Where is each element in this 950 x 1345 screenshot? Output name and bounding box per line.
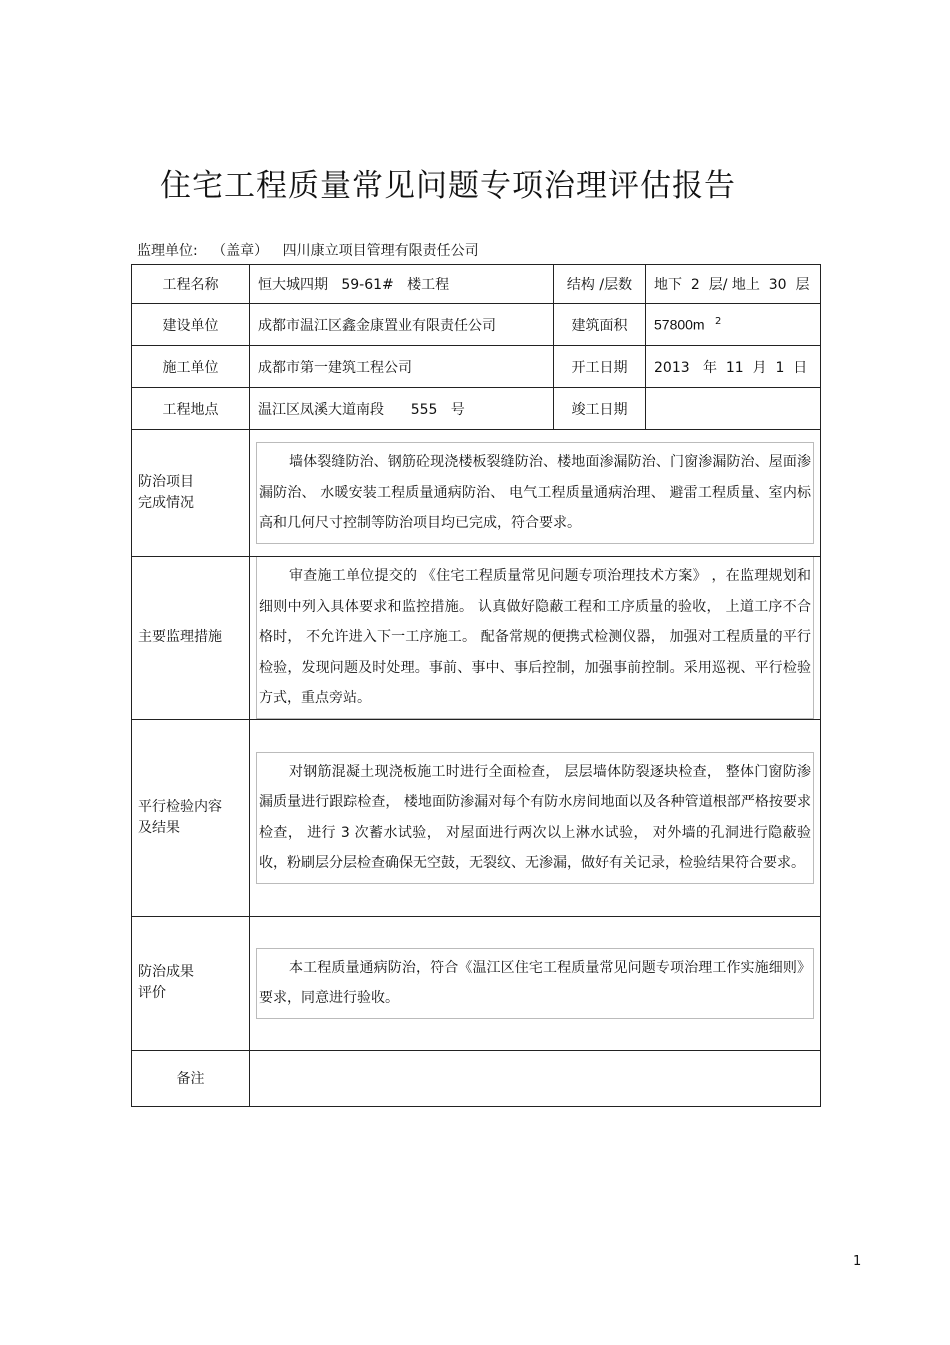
remarks-value [250,1050,821,1106]
start-date-value: 2013 年 11 月 1 日 [646,346,821,388]
start-date-label: 开工日期 [554,346,646,388]
page-number: 1 [853,1254,862,1269]
completion-text: 墙体裂缝防治、钢筋砼现浇楼板裂缝防治、楼地面渗漏防治、门窗渗漏防治、屋面渗漏防治、 水暖安装工程质量通病防治、 电气工程质量通病治理、 避雷工程质量、室内标高和几何尺寸控制等防治项目均已完成，符合要求。 [256,442,814,544]
structure-value: 地下 2 层/ 地上 30 层 [646,265,821,304]
builder-value: 成都市温江区鑫金康置业有限责任公司 [250,304,554,346]
table-row [132,557,821,720]
seal-note: （盖章） [212,243,269,259]
parallel-text: 对钢筋混凝土现浇板施工时进行全面检查， 层层墙体防裂逐块检查， 整体门窗防渗漏质量进行跟踪检查， 楼地面防渗漏对每个有防水房间地面以及各种管道根部严格按要求检查， 进行 3 次蓄水试验， 对屋面进行两次以上淋水试验， 对外墙的孔洞进行隐蔽验收，粉刷层分层检查确保无空鼓，无裂纹、无渗漏，做好有关记录，检验结果符合要求。 [256,752,814,884]
area-cell [646,304,821,346]
table-row [132,388,821,430]
supervisor-company: 四川康立项目管理有限责任公司 [282,243,479,259]
parallel-cell [250,719,821,916]
project-name-label: 工程名称 [132,265,250,304]
contractor-value: 成都市第一建筑工程公司 [250,346,554,388]
completion-cell [250,430,821,557]
table-row [132,719,821,916]
table-row [132,916,821,1050]
measures-text: 审查施工单位提交的 《住宅工程质量常见问题专项治理技术方案》 ，在监理规划和细则中列入具体要求和监控措施。 认真做好隐蔽工程和工序质量的验收， 上道工序不合格时， 不允许进入下一工序施工。 配备常规的便携式检测仪器， 加强对工程质量的平行检验，发现问题及时处理。事前、事中、事后控制，加强事前控制。采用巡视、平行检验方式，重点旁站。 [256,557,814,719]
builder-label: 建设单位 [132,304,250,346]
table-row [132,346,821,388]
project-name-value: 恒大城四期 59-61# 楼工程 [250,265,554,304]
report-table [131,264,821,1107]
area-value: 57800m [654,316,705,333]
parallel-label: 平行检验内容 及结果 [132,719,250,916]
table-row [132,304,821,346]
structure-label: 结构 /层数 [554,265,646,304]
supervisor-line [137,240,489,260]
table-row [132,430,821,557]
table-row [132,265,821,304]
evaluation-text: 本工程质量通病防治，符合《温江区住宅工程质量常见问题专项治理工作实施细则》要求，同意进行验收。 [256,948,814,1019]
evaluation-label: 防治成果 评价 [132,916,250,1050]
measures-cell [250,557,821,720]
table-row [132,1050,821,1106]
area-unit-superscript: 2 [715,315,722,327]
area-label: 建筑面积 [554,304,646,346]
contractor-label: 施工单位 [132,346,250,388]
finish-date-value [646,388,821,430]
supervisor-label: 监理单位: [137,243,198,259]
remarks-label: 备注 [132,1050,250,1106]
measures-label: 主要监理措施 [132,557,250,720]
report-title: 住宅工程质量常见问题专项治理评估报告 [160,168,736,204]
completion-label: 防治项目 完成情况 [132,430,250,557]
finish-date-label: 竣工日期 [554,388,646,430]
location-label: 工程地点 [132,388,250,430]
evaluation-cell [250,916,821,1050]
location-value: 温江区凤溪大道南段 555 号 [250,388,554,430]
